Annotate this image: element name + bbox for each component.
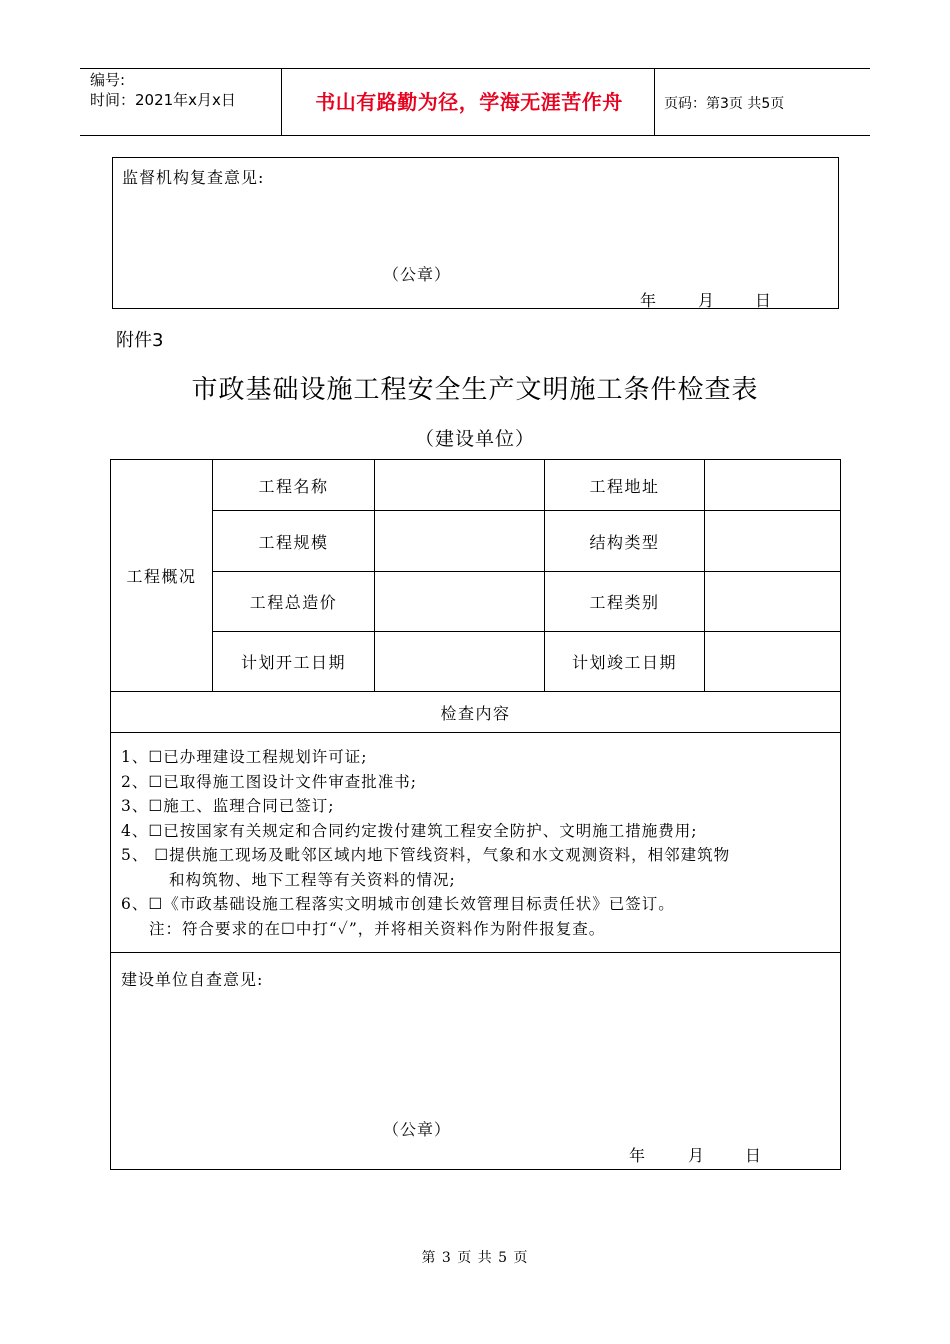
row-label-project-category: 工程类别 <box>545 572 705 632</box>
supervision-seal: （公章） <box>383 265 452 284</box>
self-check-cell[interactable] <box>111 953 841 1170</box>
table-row <box>111 953 841 1170</box>
row-label-project-name: 工程名称 <box>213 460 375 511</box>
header-number: 编号: <box>90 71 126 89</box>
header-page-info: 页码：第3页 共5页 <box>664 96 785 112</box>
annex-label: 附件3 <box>116 330 164 351</box>
row-label-planned-start: 计划开工日期 <box>213 632 375 692</box>
value-project-category[interactable] <box>705 572 841 632</box>
row-label-total-cost: 工程总造价 <box>213 572 375 632</box>
row-label-structure-type: 结构类型 <box>545 511 705 572</box>
header-bottom-rule <box>80 135 870 136</box>
page-subtitle: （建设单位） <box>414 428 535 450</box>
value-project-address[interactable] <box>705 460 841 511</box>
supervision-review-box <box>112 157 839 309</box>
page-footer: 第 3 页 共 5 页 <box>421 1250 529 1266</box>
supervision-date-year: 年 <box>640 291 658 310</box>
row-label-project-scale: 工程规模 <box>213 511 375 572</box>
header-divider-left <box>281 68 282 136</box>
table-row <box>111 572 841 632</box>
check-item-4[interactable]: 4、☐已按国家有关规定和合同约定拨付建筑工程安全防护、文明施工措施费用; <box>121 821 698 840</box>
supervision-date-day: 日 <box>755 291 773 310</box>
header-time: 时间：2021年x月x日 <box>90 91 236 109</box>
check-item-1[interactable]: 1、☐已办理建设工程规划许可证; <box>121 748 368 766</box>
table-row <box>111 460 841 511</box>
row-label-planned-completion: 计划竣工日期 <box>545 632 705 692</box>
check-item-6[interactable]: 6、☐《市政基础设施工程落实文明城市创建长效管理目标责任状》已签订。 <box>121 895 675 913</box>
checklist-table <box>110 459 841 1170</box>
check-item-2[interactable]: 2、☐已取得施工图设计文件审查批准书; <box>121 772 417 791</box>
value-project-scale[interactable] <box>375 511 545 572</box>
supervision-review-label: 监督机构复查意见: <box>122 168 265 187</box>
table-row <box>111 692 841 733</box>
supervision-date-month: 月 <box>698 291 716 310</box>
header-meta <box>90 70 236 110</box>
table-row <box>111 632 841 692</box>
overview-label: 工程概况 <box>111 460 213 692</box>
check-note: 注：符合要求的在☐中打“✓”，并将相关资料作为附件报复查。 <box>149 919 606 938</box>
self-check-date-month: 月 <box>688 1146 706 1165</box>
self-check-label: 建设单位自查意见: <box>121 970 264 989</box>
check-items-cell <box>111 733 841 953</box>
header-top-rule <box>80 68 870 69</box>
value-total-cost[interactable] <box>375 572 545 632</box>
value-planned-completion[interactable] <box>705 632 841 692</box>
check-item-5[interactable]: 5、 ☐提供施工现场及毗邻区域内地下管线资料，气象和水文观测资料，相邻建筑物 <box>121 846 731 864</box>
table-row <box>111 511 841 572</box>
header-divider-right <box>654 68 655 136</box>
page-title: 市政基础设施工程安全生产文明施工条件检查表 <box>191 375 759 405</box>
self-check-date-year: 年 <box>629 1146 647 1165</box>
table-row <box>111 733 841 953</box>
self-check-date-day: 日 <box>745 1146 763 1165</box>
check-item-3[interactable]: 3、☐施工、监理合同已签订; <box>121 797 335 815</box>
value-project-name[interactable] <box>375 460 545 511</box>
self-check-seal: （公章） <box>383 1120 452 1139</box>
check-content-header: 检查内容 <box>111 692 841 733</box>
value-structure-type[interactable] <box>705 511 841 572</box>
value-planned-start[interactable] <box>375 632 545 692</box>
check-item-5-continued: 和构筑物、地下工程等有关资料的情况; <box>169 870 456 889</box>
row-label-project-address: 工程地址 <box>545 460 705 511</box>
header-motto: 书山有路勤为径，学海无涯苦作舟 <box>315 90 623 114</box>
